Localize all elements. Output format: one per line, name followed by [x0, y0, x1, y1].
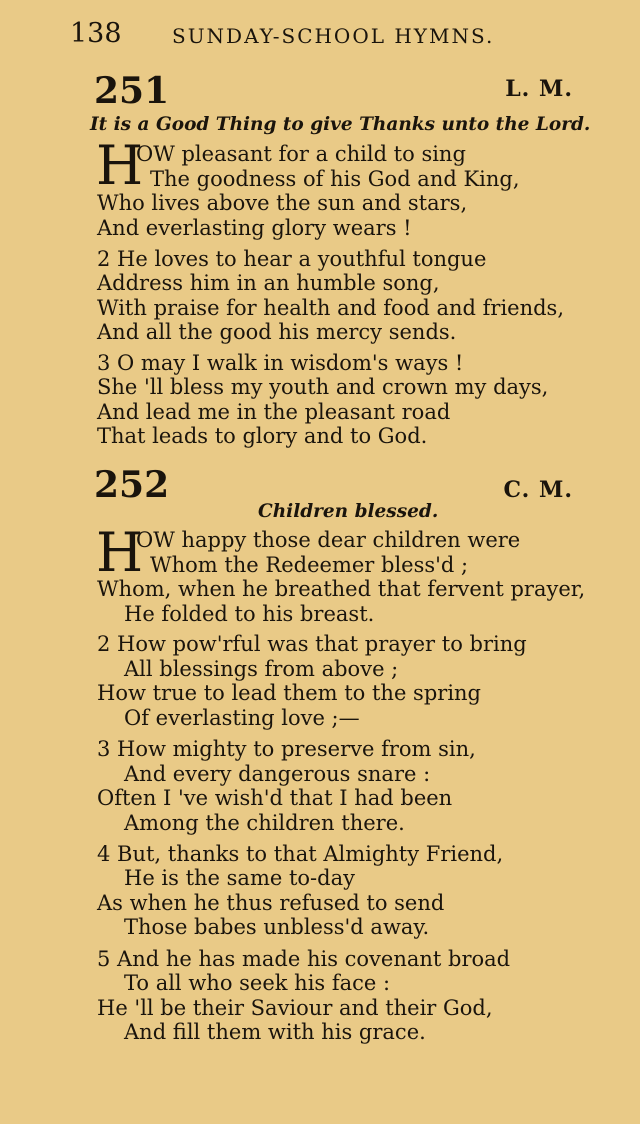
verse-line: And all the good his mercy sends.: [97, 320, 457, 344]
verse-line: Address him in an humble song,: [97, 271, 440, 295]
verse-line: The goodness of his God and King,: [150, 167, 520, 191]
drop-cap: H: [96, 521, 144, 584]
hymn-subtitle: It is a Good Thing to give Thanks unto the Lord.: [90, 114, 591, 135]
hymn-subtitle: Children blessed.: [258, 501, 439, 522]
verse-line: 2 How pow'rful was that prayer to bring: [97, 632, 527, 656]
verse-line: As when he thus refused to send: [97, 891, 445, 915]
verse-line: Among the children there.: [124, 811, 405, 835]
verse-line: Who lives above the sun and stars,: [97, 191, 468, 215]
verse-line: And everlasting glory wears !: [97, 216, 412, 240]
hymn-number: 252: [94, 464, 170, 506]
verse-line: Those babes unbless'd away.: [124, 915, 430, 939]
verse-line: He 'll be their Saviour and their God,: [97, 996, 493, 1020]
verse-line: And fill them with his grace.: [124, 1020, 426, 1044]
verse-line: OW happy those dear children were: [136, 528, 521, 552]
verse-line: OW pleasant for a child to sing: [136, 142, 466, 166]
verse-line: She 'll bless my youth and crown my days,: [97, 375, 549, 399]
verse-line: 4 But, thanks to that Almighty Friend,: [97, 842, 504, 866]
verse-line: 2 He loves to hear a youthful tongue: [97, 247, 487, 271]
verse-line: And every dangerous snare :: [124, 762, 431, 786]
hymn-number: 251: [94, 70, 170, 112]
verse-line: That leads to glory and to God.: [97, 424, 428, 448]
verse-line: He folded to his breast.: [124, 602, 375, 626]
verse-line: How true to lead them to the spring: [97, 681, 481, 705]
verse-line: He is the same to-day: [124, 866, 355, 890]
verse-line: With praise for health and food and friends,: [97, 296, 565, 320]
verse-line: And lead me in the pleasant road: [97, 400, 451, 424]
verse-line: 5 And he has made his covenant broad: [97, 947, 511, 971]
verse-line: Whom, when he breathed that fervent prayer,: [97, 577, 586, 601]
hymn-meter: C. M.: [503, 477, 573, 503]
verse-line: Whom the Redeemer bless'd ;: [150, 553, 469, 577]
running-title: SUNDAY-SCHOOL HYMNS.: [172, 24, 495, 48]
hymn-meter: L. M.: [505, 76, 573, 102]
verse-line: 3 How mighty to preserve from sin,: [97, 737, 476, 761]
verse-line: 3 O may I walk in wisdom's ways !: [97, 351, 464, 375]
drop-cap: H: [96, 134, 144, 197]
running-header: [70, 18, 540, 52]
page-number: 138: [70, 18, 122, 49]
verse-line: To all who seek his face :: [124, 971, 391, 995]
verse-line: All blessings from above ;: [124, 657, 399, 681]
verse-line: Often I 've wish'd that I had been: [97, 786, 453, 810]
verse-line: Of everlasting love ;—: [124, 706, 360, 730]
